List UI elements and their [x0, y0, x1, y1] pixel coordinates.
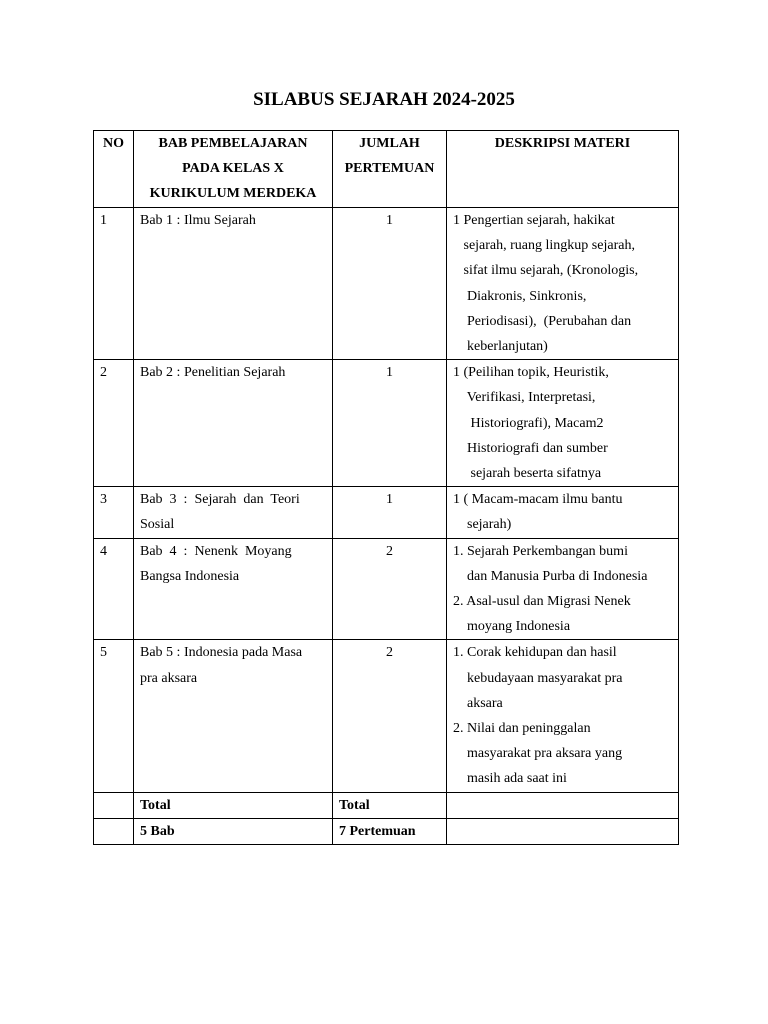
total-bab-label: Total: [134, 792, 333, 818]
row-bab: Bab 1 : Ilmu Sejarah: [134, 208, 333, 360]
row-deskripsi: 1 ( Macam-macam ilmu bantu sejarah): [447, 487, 679, 538]
row-no: 2: [94, 360, 134, 487]
total-deskripsi-cell: [447, 792, 679, 818]
row-jumlah: 2: [333, 640, 447, 792]
table-row: [94, 208, 679, 360]
row-no: 5: [94, 640, 134, 792]
row-deskripsi: 1 Pengertian sejarah, hakikat sejarah, ruang lingkup sejarah, sifat ilmu sejarah, (Kronologis, Diakronis, Sinkronis, Periodisasi), (Perubahan dan keberlanjutan): [447, 208, 679, 360]
table-row: [94, 487, 679, 538]
row-jumlah: 1: [333, 208, 447, 360]
row-jumlah: 1: [333, 360, 447, 487]
header-jumlah: JUMLAH PERTEMUAN: [333, 131, 447, 208]
header-deskripsi: DESKRIPSI MATERI: [447, 131, 679, 208]
row-no: 1: [94, 208, 134, 360]
table-header-row: [94, 131, 679, 208]
sum-deskripsi-cell: [447, 818, 679, 844]
total-bab-value: 5 Bab: [134, 818, 333, 844]
table-row: [94, 640, 679, 792]
row-deskripsi: 1. Sejarah Perkembangan bumi dan Manusia Purba di Indonesia 2. Asal-usul dan Migrasi Nenek moyang Indonesia: [447, 538, 679, 640]
row-bab: Bab 4 : Nenenk Moyang Bangsa Indonesia: [134, 538, 333, 640]
row-deskripsi: 1 (Peilihan topik, Heuristik, Verifikasi, Interpretasi, Historiografi), Macam2 Historiografi dan sumber sejarah beserta sifatnya: [447, 360, 679, 487]
row-jumlah: 2: [333, 538, 447, 640]
header-no: NO: [94, 131, 134, 208]
syllabus-table: [93, 130, 679, 845]
row-no: 3: [94, 487, 134, 538]
sum-no-cell: [94, 818, 134, 844]
row-deskripsi: 1. Corak kehidupan dan hasil kebudayaan masyarakat pra aksara 2. Nilai dan peninggalan masyarakat pra aksara yang masih ada saat ini: [447, 640, 679, 792]
total-label-row: [94, 792, 679, 818]
header-bab: BAB PEMBELAJARAN PADA KELAS X KURIKULUM MERDEKA: [134, 131, 333, 208]
total-value-row: [94, 818, 679, 844]
total-no-cell: [94, 792, 134, 818]
row-bab: Bab 5 : Indonesia pada Masa pra aksara: [134, 640, 333, 792]
total-jumlah-value: 7 Pertemuan: [333, 818, 447, 844]
row-bab: Bab 3 : Sejarah dan Teori Sosial: [134, 487, 333, 538]
row-jumlah: 1: [333, 487, 447, 538]
row-no: 4: [94, 538, 134, 640]
table-row: [94, 360, 679, 487]
total-jumlah-label: Total: [333, 792, 447, 818]
row-bab: Bab 2 : Penelitian Sejarah: [134, 360, 333, 487]
document-title: SILABUS SEJARAH 2024-2025: [253, 89, 515, 110]
table-row: [94, 538, 679, 640]
